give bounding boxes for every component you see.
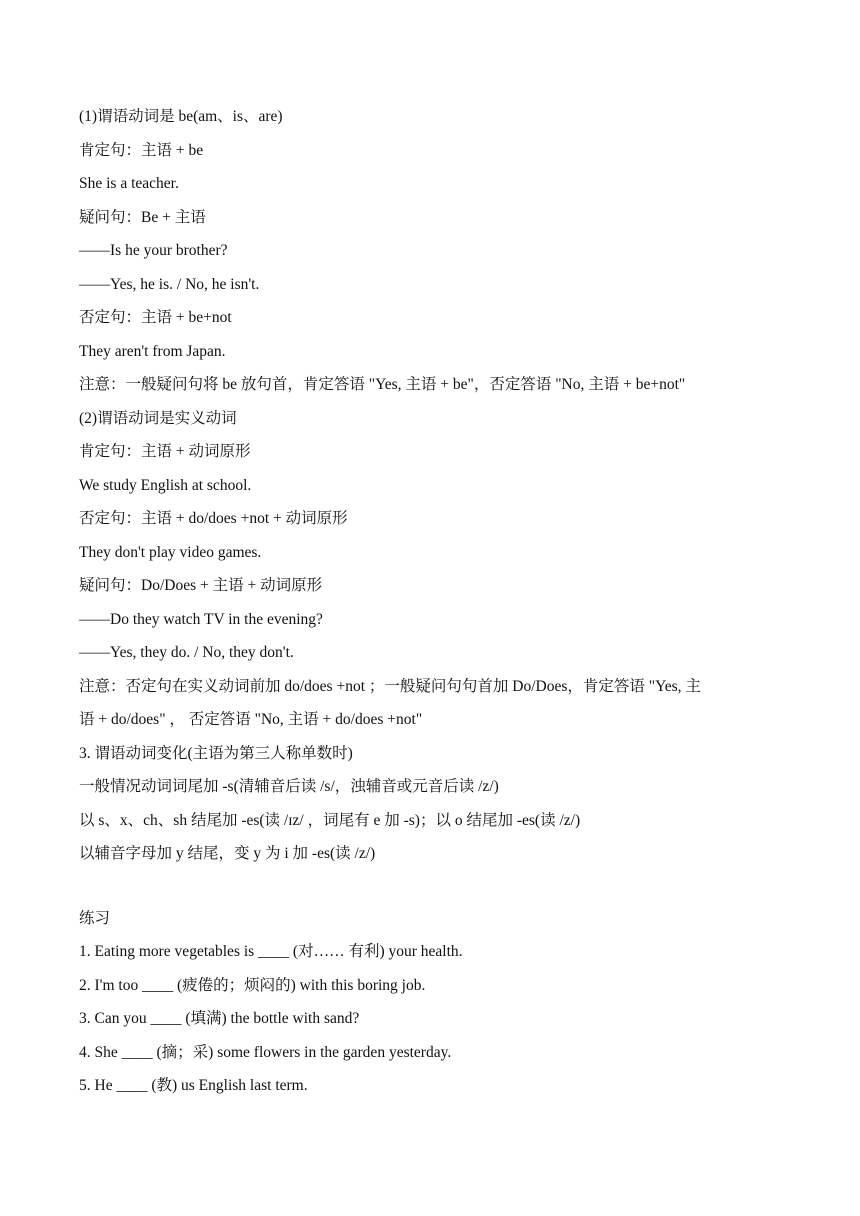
action-verb-heading: (2)谓语动词是实义动词 xyxy=(79,409,237,427)
exercise-item: 4. She ____ (摘；采) some flowers in the garden yesterday. xyxy=(79,1043,452,1061)
be-affirmative-example: She is a teacher. xyxy=(79,175,179,192)
be-negative-rule: 否定句：主语 + be+not xyxy=(79,309,232,326)
verb-question-example: ——Do they watch TV in the evening? xyxy=(79,610,323,628)
be-verb-heading: (1)谓语动词是 be(am、is、are) xyxy=(79,108,283,125)
be-question-rule: 疑问句：Be + 主语 xyxy=(79,208,206,226)
document-page xyxy=(79,100,784,1103)
verb-note-line-2: 语 + do/does" ， 否定答语 "No, 主语 + do/does +not" xyxy=(79,711,423,728)
be-negative-example: They aren't from Japan. xyxy=(79,342,226,360)
verb-change-rule-2: 以 s、x、ch、sh 结尾加 -es(读 /ɪz/ ，词尾有 e 加 -s)；以 o 结尾加 -es(读 /z/) xyxy=(79,811,581,829)
be-question-answer: ——Yes, he is. / No, he isn't. xyxy=(79,275,260,293)
exercise-item: 1. Eating more vegetables is ____ (对…… 有利) your health. xyxy=(79,943,463,960)
be-question-example: ——Is he your brother? xyxy=(79,242,228,259)
verb-affirmative-rule: 肯定句：主语 + 动词原形 xyxy=(79,443,251,460)
verb-change-heading: 3. 谓语动词变化(主语为第三人称单数时) xyxy=(79,744,353,762)
verb-negative-example: They don't play video games. xyxy=(79,543,262,561)
verb-note-line-1: 注意：否定句在实义动词前加 do/does +not ；一般疑问句句首加 Do/Does，肯定答语 "Yes, 主 xyxy=(79,677,701,695)
exercise-item: 3. Can you ____ (填满) the bottle with sand? xyxy=(79,1010,360,1027)
verb-question-answer: ——Yes, they do. / No, they don't. xyxy=(79,644,294,661)
section-spacer xyxy=(79,871,784,902)
verb-negative-rule: 否定句：主语 + do/does +not + 动词原形 xyxy=(79,510,348,527)
exercise-item: 5. He ____ (教) us English last term. xyxy=(79,1077,308,1094)
verb-affirmative-example: We study English at school. xyxy=(79,476,252,494)
be-affirmative-rule: 肯定句：主语 + be xyxy=(79,141,204,159)
exercise-heading: 练习 xyxy=(79,909,111,927)
be-note: 注意：一般疑问句将 be 放句首，肯定答语 "Yes, 主语 + be"，否定答语 "No, 主语 + be+not" xyxy=(79,376,686,393)
verb-change-rule-1: 一般情况动词词尾加 -s(清辅音后读 /s/，浊辅音或元音后读 /z/) xyxy=(79,778,499,795)
verb-change-rule-3: 以辅音字母加 y 结尾，变 y 为 i 加 -es(读 /z/) xyxy=(79,845,376,862)
exercise-item: 2. I'm too ____ (疲倦的；烦闷的) with this boring job. xyxy=(79,976,426,994)
verb-question-rule: 疑问句：Do/Does + 主语 + 动词原形 xyxy=(79,577,323,594)
